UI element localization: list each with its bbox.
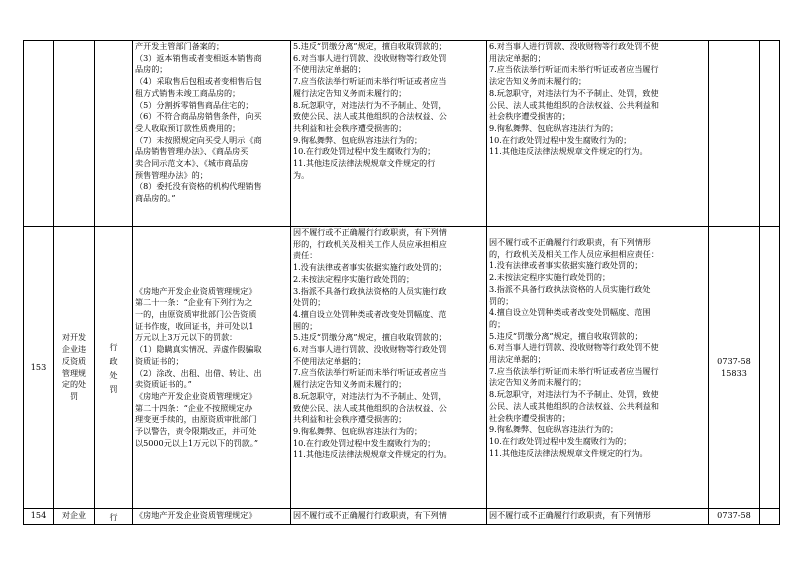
accountability-cell — [487, 509, 709, 525]
text-line: 不使用法定单据的； — [293, 64, 366, 75]
text-line: 11.其他违反法律法规规章文件规定的行 — [293, 158, 436, 169]
text-line: 10.在行政处罚过程中发生腐败行为的； — [489, 435, 632, 446]
item-name-cell — [54, 509, 95, 525]
text-line: 一的，由原资质审批部门公告资质 — [135, 308, 257, 319]
text-line: 9.徇私舞弊、包庇纵容违法行为的； — [293, 134, 423, 145]
item-name-cell — [54, 227, 95, 509]
text-line: 反资质 — [61, 355, 87, 366]
text-line: 9.徇私舞弊、包庇纵容违法行为的； — [489, 424, 619, 435]
text-line: 为。 — [293, 169, 310, 180]
text-line: 6.对当事人进行罚款、没收财物等行政处罚 — [293, 52, 447, 63]
type-char: 处 — [109, 369, 118, 380]
text-line: 用法定单据的； — [489, 354, 546, 365]
text-line: 6.对当事人进行罚款、没收财物等行政处罚 — [293, 344, 447, 355]
text-line: 5.违反“罚缴分离”规定，擅自收取罚款的； — [293, 332, 447, 343]
text-line: 7.应当依法举行听证而未举行听证或者应当履行 — [489, 64, 659, 75]
text-line: 致使公民、法人或其他组织的合法权益、公 — [293, 111, 447, 122]
text-line: 对企业 — [61, 510, 87, 520]
text-line: 3.指派不具备行政执法资格的人员实施行政 — [293, 285, 447, 296]
text-line: 责任： — [293, 250, 318, 261]
text-line: 10.在行政处罚过程中发生腐败行为的； — [293, 146, 436, 157]
text-line: 2.未按法定程序实施行政处罚的； — [489, 272, 611, 283]
text-line: 因不履行或不正确履行行政职责，有下列情 — [293, 510, 447, 520]
text-line: 8.玩忽职守，对违法行为不予制止、处罚， — [293, 99, 447, 110]
item-type — [109, 340, 118, 396]
item-type — [109, 510, 118, 524]
text-line: 万元以上3万元以下的罚款： — [135, 332, 238, 343]
legal-basis-cell — [133, 509, 291, 525]
responsibility-cell — [291, 227, 487, 509]
text-line: 租方式销售未竣工商品房的； — [135, 87, 241, 98]
text-line: 管理规 — [61, 367, 87, 378]
text-line: 11.其他违反法律法规规章文件规定的行为。 — [489, 447, 648, 458]
text-line: 社会秩序遭受损害的； — [489, 111, 570, 122]
accountability-cell — [487, 227, 709, 509]
text-line: 卖资质证书的。” — [135, 379, 192, 390]
text-line: 法定告知义务而未履行的； — [489, 76, 587, 87]
text-line: 形的，行政机关及相关工作人员应承担相应 — [293, 238, 447, 249]
text-line: 7.应当依法举行听证而未举行听证或者应当 — [293, 76, 447, 87]
text-line: 0737-58 — [717, 510, 751, 520]
text-line: 公民、法人或其他组织的合法权益、公共利益和 — [489, 400, 659, 411]
text-line: 社会秩序遭受损害的； — [489, 412, 570, 423]
row-number-cell — [24, 227, 54, 509]
text-line: （8）委托没有资格的机构代理销售 — [135, 181, 262, 192]
text-line: （2）涂改、出租、出借、转让、出 — [135, 367, 262, 378]
text-line: 以5000元以上1万元以下的罚款。” — [135, 437, 258, 448]
text-line: 公民、法人或其他组织的合法权益、公共利益和 — [489, 99, 659, 110]
item-name-cell — [54, 41, 95, 227]
text-line: 资质证书的； — [135, 355, 184, 366]
text-line: 共利益和社会秩序遭受损害的； — [293, 414, 407, 425]
text-line: 0737-58 — [717, 355, 751, 366]
text-line: （1）隐瞒真实情况、弄虚作假骗取 — [135, 344, 262, 355]
text-line: 6.对当事人进行罚款、没收财物等行政处罚不使 — [489, 41, 659, 51]
text-line: 7.应当依法举行听证而未举行听证或者应当 — [293, 367, 447, 378]
text-line: 11.其他违反法律法规规章文件规定的行为。 — [293, 449, 452, 460]
text-line: 5.违反“罚缴分离”规定，擅自收取罚款的； — [489, 330, 643, 341]
text-line: 5.违反“罚缴分离”规定，擅自收取罚款的； — [293, 41, 447, 51]
text-line: 证书作废，收回证书，并可处以1 — [135, 320, 254, 331]
responsibility-cell — [291, 509, 487, 525]
text-line: 11.其他违反法律法规规章文件规定的行为。 — [489, 146, 648, 157]
table-row — [24, 227, 780, 509]
text-line: （5）分割拆零销售商品住宅的； — [135, 99, 254, 110]
text-line: 产开发主管部门备案的； — [135, 41, 225, 51]
text-line: 履行法定告知义务而未履行的； — [293, 379, 407, 390]
text-line: 不使用法定单据的； — [293, 355, 366, 366]
type-char: 罚 — [109, 383, 118, 394]
text-line: （7）未按照规定向买受人明示《商 — [135, 134, 262, 145]
accountability-cell — [487, 41, 709, 227]
text-line: （4）采取售后包租或者变相售后包 — [135, 76, 262, 87]
remark-cell — [760, 509, 780, 525]
text-line: 《房地产开发企业资质管理规定》 — [135, 390, 257, 401]
text-line: 因不履行或不正确履行行政职责，有下列情 — [293, 227, 447, 237]
responsibility-cell — [291, 41, 487, 227]
text-line: 《房地产开发企业资质管理规定》 — [135, 285, 257, 296]
text-line: 3.指派不具备行政执法资格的人员实施行政处 — [489, 283, 651, 294]
type-char: 行 — [109, 341, 118, 352]
phone-cell — [709, 509, 760, 525]
text-line: 因不履行或不正确履行行政职责，有下列情形 — [489, 510, 651, 520]
text-line: （6）不符合商品房销售条件，向买 — [135, 111, 262, 122]
text-line: 的，行政机关及相关工作人员应承担相应责任： — [489, 248, 659, 259]
text-line: 履行法定告知义务而未履行的； — [293, 87, 407, 98]
item-type-cell — [95, 509, 133, 525]
row-number: 153 — [30, 361, 47, 372]
row-number-cell — [24, 41, 54, 227]
text-line: 的； — [489, 318, 506, 329]
item-type-cell — [95, 41, 133, 227]
text-line: 8.玩忽职守，对违法行为不予制止、处罚，致使 — [489, 87, 659, 98]
text-line: 定的处 — [61, 379, 87, 390]
text-line: 9.徇私舞弊、包庇纵容违法行为的； — [293, 425, 423, 436]
text-line: 处罚的； — [293, 297, 326, 308]
text-line: 第二十四条：“企业不按照规定办 — [135, 402, 253, 413]
text-line: 《房地产开发企业资质管理规定》 — [135, 510, 257, 520]
row-number: 154 — [30, 510, 47, 520]
text-line: 6.对当事人进行罚款、没收财物等行政处罚不使 — [489, 342, 659, 353]
text-line: 共利益和社会秩序遭受损害的； — [293, 122, 407, 133]
text-line: 围的； — [293, 320, 318, 331]
text-line: 理变更手续的，由原资质审批部门 — [135, 414, 257, 425]
remark-cell — [760, 227, 780, 509]
penalty-table — [23, 40, 780, 525]
text-line: 罚的； — [489, 295, 514, 306]
table-row — [24, 509, 780, 525]
item-type-cell — [95, 227, 133, 509]
text-line: 卖合同示范文本》、《城市商品房 — [135, 158, 249, 169]
text-line: 10.在行政处罚过程中发生腐败行为的； — [293, 437, 436, 448]
text-line: 1.没有法律或者事实依据实施行政处罚的； — [489, 260, 643, 271]
text-line: 7.应当依法举行听证而未举行听证或者应当履行 — [489, 365, 659, 376]
text-line: 商品房的。” — [135, 193, 176, 204]
text-line: 预售管理办法》的； — [135, 169, 208, 180]
text-line: 因不履行或不正确履行行政职责，有下列情形 — [489, 237, 651, 247]
text-line: 罚 — [69, 390, 79, 401]
text-line: 1.没有法律或者事实依据实施行政处罚的； — [293, 262, 447, 273]
text-line: （3）返本销售或者变相返本销售商 — [135, 52, 262, 63]
text-line: 4.擅自设立处罚种类或者改变处罚幅度、范 — [293, 308, 447, 319]
text-line: 8.玩忽职守，对违法行为不予制止、处罚， — [293, 390, 447, 401]
legal-basis-cell — [133, 227, 291, 509]
text-line: 予以警告，责令限期改正，并可处 — [135, 426, 257, 437]
text-line: 15833 — [721, 367, 747, 378]
text-line: 用法定单据的； — [489, 52, 546, 63]
row-number-cell — [24, 509, 54, 525]
legal-basis-cell — [133, 41, 291, 227]
text-line: 第二十一条：“企业有下列行为之 — [135, 297, 253, 308]
table-row — [24, 41, 780, 227]
phone-cell — [709, 227, 760, 509]
text-line: 致使公民、法人或其他组织的合法权益、公 — [293, 402, 447, 413]
type-char: 政 — [109, 355, 118, 366]
type-char: 行 — [109, 512, 118, 522]
remark-cell — [760, 41, 780, 227]
text-line: 对开发 — [61, 332, 87, 343]
text-line: 10.在行政处罚过程中发生腐败行为的； — [489, 134, 632, 145]
text-line: 2.未按法定程序实施行政处罚的； — [293, 273, 415, 284]
text-line: 9.徇私舞弊、包庇纵容违法行为的； — [489, 122, 619, 133]
text-line: 8.玩忽职守，对违法行为不予制止、处罚，致使 — [489, 389, 659, 400]
text-line: 品房的； — [135, 64, 168, 75]
text-line: 法定告知义务而未履行的； — [489, 377, 587, 388]
text-line: 企业违 — [61, 344, 87, 355]
phone-cell — [709, 41, 760, 227]
text-line: 品房销售管理办法》、《商品房买 — [135, 146, 249, 157]
text-line: 受人收取预订款性质费用的； — [135, 122, 241, 133]
text-line: 4.擅自设立处罚种类或者改变处罚幅度、范围 — [489, 307, 651, 318]
